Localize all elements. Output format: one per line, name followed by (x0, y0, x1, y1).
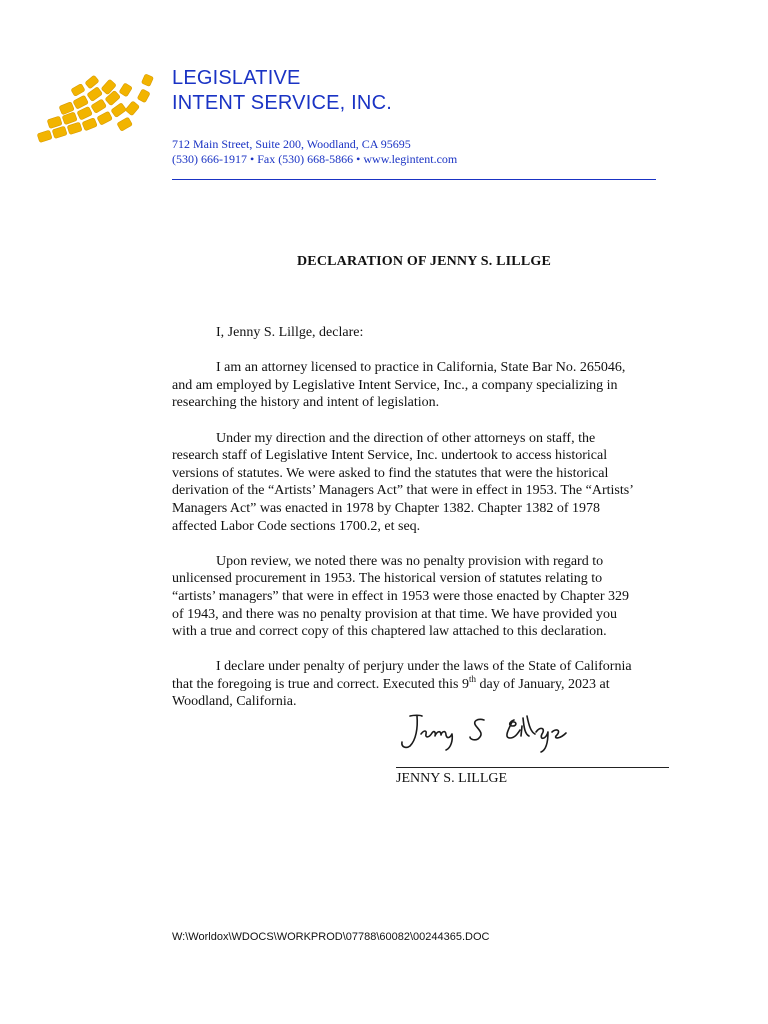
header-divider (172, 179, 656, 180)
text-line: with a true and correct copy of this chaptered law attached to this declaration. (172, 624, 607, 640)
signature-line (396, 767, 669, 768)
text-line (172, 673, 652, 694)
text-line: I, Jenny S. Lillge, declare: (216, 325, 364, 340)
text-line: “artists’ managers” that were in effect in 1953 were those enacted by Chapter 329 (172, 588, 630, 604)
signer-printed-name: JENNY S. LILLGE (396, 771, 508, 786)
text-line: of 1943, and there was no penalty provision at that time. We have provided you (172, 606, 617, 622)
text-line: I am an attorney licensed to practice in California, State Bar No. 265046, (216, 360, 626, 376)
company-contact: (530) 666-1917 • Fax (530) 668-5866 • www.legintent.com (172, 152, 458, 166)
declaration-body (172, 324, 652, 729)
company-name-line1: LEGISLATIVE (172, 67, 301, 89)
text-line: derivation of the “Artists’ Managers Act” that were in effect in 1953. The “Artists’ (172, 483, 634, 499)
paragraph-opening (172, 324, 652, 342)
company-name (172, 66, 392, 116)
paragraph-perjury (172, 658, 652, 711)
text-line: researching the history and intent of legislation. (172, 395, 440, 411)
ordinal-suffix: th (469, 673, 477, 684)
text-line: I declare under penalty of perjury under the laws of the State of California (216, 659, 632, 675)
text-line: affected Labor Code sections 1700.2, et seq. (172, 518, 421, 534)
text-line: unlicensed procurement in 1953. The historical version of statutes relating to (172, 571, 603, 587)
address-block (172, 137, 457, 167)
company-address: 712 Main Street, Suite 200, Woodland, CA 95695 (172, 137, 411, 151)
document-title: DECLARATION OF JENNY S. LILLGE (296, 254, 552, 269)
text-line: Woodland, California. (172, 694, 297, 710)
execution-text: that the foregoing is true and correct. Executed this 9 (172, 676, 470, 692)
text-line: and am employed by Legislative Intent Service, Inc., a company specializing in (172, 377, 618, 393)
handwritten-signature (396, 706, 576, 756)
text-line: Managers Act” was enacted in 1978 by Chapter 1382. Chapter 1382 of 1978 (172, 500, 601, 516)
text-line: Under my direction and the direction of other attorneys on staff, the (216, 430, 596, 446)
paragraph-findings (172, 553, 652, 641)
company-logo-icon (34, 74, 164, 154)
paragraph-attorney-status (172, 359, 652, 412)
text-line: Upon review, we noted there was no penalty provision with regard to (216, 553, 604, 569)
paragraph-research (172, 430, 652, 536)
company-name-line2: INTENT SERVICE, INC. (172, 92, 392, 114)
text-line: versions of statutes. We were asked to find the statutes that were the historical (172, 465, 609, 481)
document-file-path: W:\Worldox\WDOCS\WORKPROD\07788\60082\00244365.DOC (172, 931, 490, 943)
text-line: research staff of Legislative Intent Service, Inc. undertook to access historical (172, 448, 608, 464)
execution-text-end: day of January, 2023 at (476, 676, 610, 692)
